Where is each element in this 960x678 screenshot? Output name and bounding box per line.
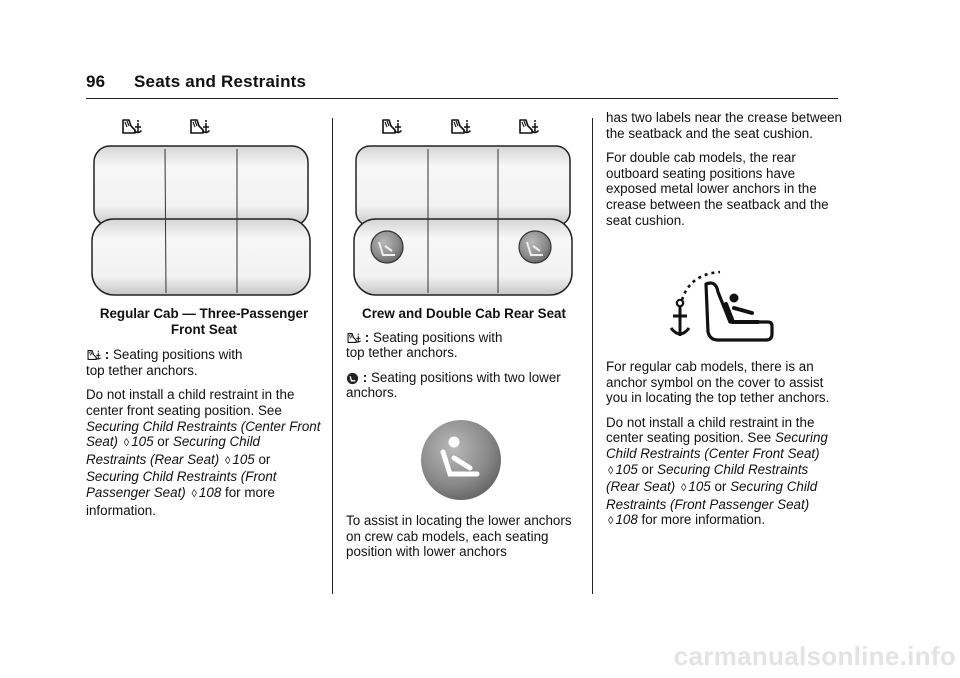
watermark: carmanualsonline.info xyxy=(673,641,956,671)
paragraph: For regular cab models, there is an anchor symbol on the cover to assist you in locating the top tether anchors. xyxy=(606,359,830,406)
tether-anchor-icon xyxy=(123,120,142,133)
lower-anchor-label-icon xyxy=(419,418,503,502)
ref-link[interactable]: Securing Child Restraints (Rear Seat) xyxy=(606,461,809,495)
legend-tether: : Seating positions with top tether anchors. xyxy=(346,329,503,361)
child-seat-tether-anchor-icon xyxy=(86,348,101,362)
ref-link[interactable]: Securing Child Restraints (Front Passenger Seat) xyxy=(86,469,277,500)
column-1 xyxy=(86,306,322,527)
lower-anchor-paragraph: To assist in locating the lower anchors on crew cab models, each seating position with lower anchors xyxy=(346,513,572,560)
ref-link[interactable]: Securing Child Restraints (Center Front Seat) xyxy=(86,418,321,450)
section-title: Seats and Restraints xyxy=(134,72,307,91)
legend-tether: : Seating positions with top tether anchors. xyxy=(86,347,243,378)
install-warning-paragraph: Do not install a child restraint in the center seating position. See Securing Child Restraints (Center Front Seat) ◊ 105 or Securing Child Restraints (Rear Seat) ◊ 105 or Securing Child Restraints (Front Passenger Seat) ◊ 108 for more information. xyxy=(606,414,828,528)
column-divider xyxy=(592,118,593,594)
child-seat-tether-anchor-icon xyxy=(346,331,361,345)
seatback xyxy=(94,146,308,226)
install-warning-paragraph: Do not install a child restraint in the center front seating position. See Securing Child Restraints (Center Front Seat) ◊ 105 or Securing Child Restraints (Rear Seat) ◊ 105 or Securing Child Restraints (Front Passenger Seat) ◊ 108 for more information. xyxy=(86,387,321,518)
tether-anchor-icon xyxy=(191,120,210,133)
page-number: 96 xyxy=(86,72,106,91)
legend-lower-anchors: : Seating positions with two lower anchors. xyxy=(346,369,561,401)
column-2 xyxy=(346,306,582,410)
column-3-bottom xyxy=(606,359,842,539)
paragraph: has two labels near the crease between the seatback and the seat cushion. xyxy=(606,110,842,141)
header-rule xyxy=(86,98,838,99)
paragraph: For double cab models, the rear outboard seating positions have exposed metal lower anchors in the crease between the seatback and the seat cushion. xyxy=(606,150,829,228)
ref-link[interactable]: Securing Child Restraints (Front Passenger Seat) xyxy=(606,479,818,512)
column-divider xyxy=(332,118,333,594)
ref-link[interactable]: Securing Child Restraints (Center Front Seat) xyxy=(606,430,828,461)
column-2-bottom xyxy=(346,513,582,569)
column-3 xyxy=(606,110,842,237)
crew-cab-rear-seat-illustration xyxy=(352,113,574,299)
figure-caption: Regular Cab — Three-Passenger Front Seat xyxy=(99,306,309,337)
figure-caption: Crew and Double Cab Rear Seat xyxy=(362,306,566,321)
ref-link[interactable]: Securing Child Restraints (Rear Seat) xyxy=(86,434,261,467)
lower-anchor-icon xyxy=(346,372,359,385)
top-tether-anchor-symbol-icon xyxy=(670,268,774,344)
regular-cab-front-seat-illustration xyxy=(90,113,312,299)
seat-cushion xyxy=(92,219,310,295)
page-header xyxy=(86,72,306,92)
